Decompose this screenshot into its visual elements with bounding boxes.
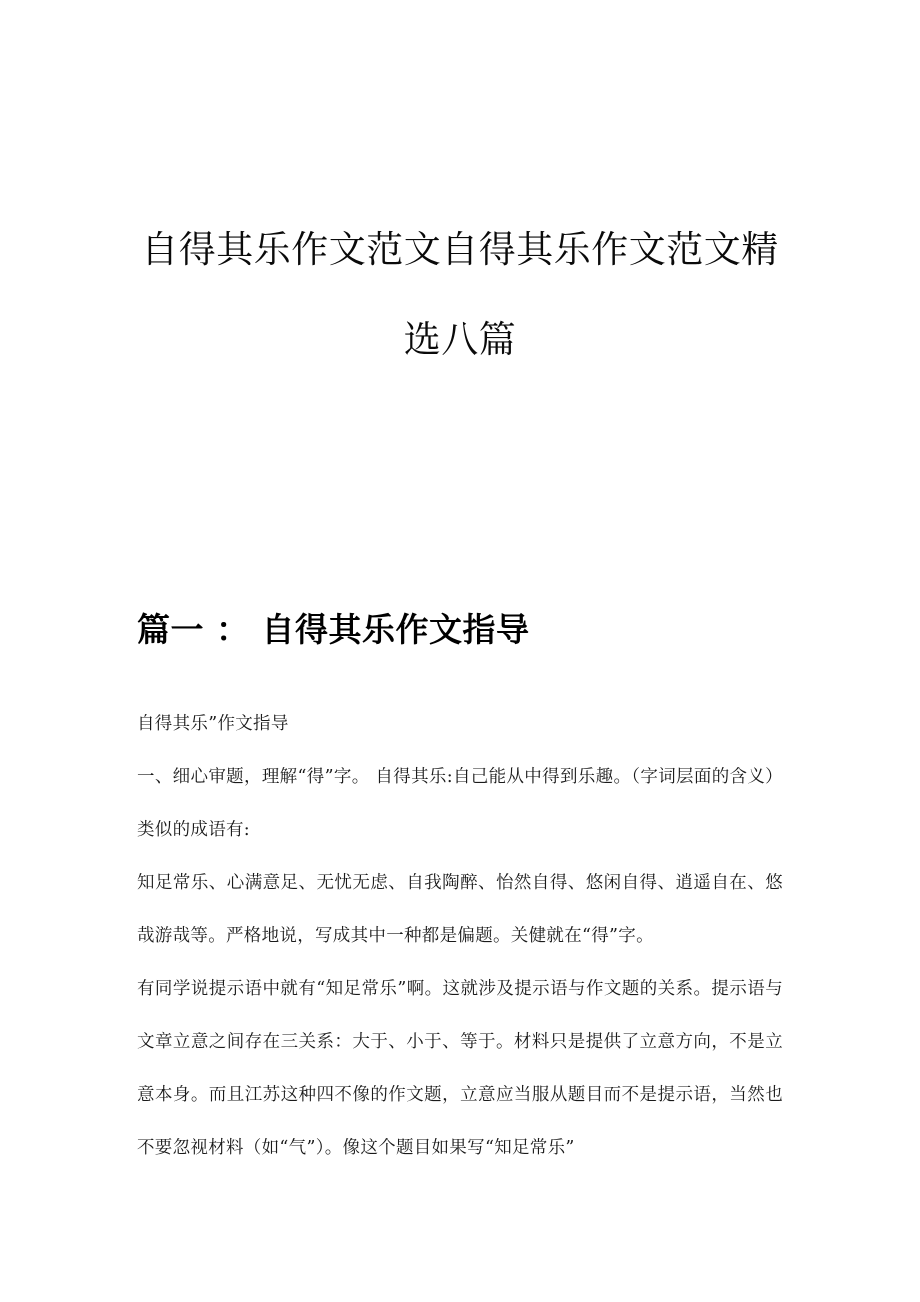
paragraph: 自得其乐”作文指导 [137, 714, 289, 734]
document-title: 自得其乐作文范文自得其乐作文范文精选八篇 [141, 228, 779, 361]
paragraph: 有同学说提示语中就有“知足常乐”啊。这就涉及提示语与作文题的关系。提示语与文章立意之间存在三关系：大于、小于、等于。材料只是提供了立意方向，不是立意本身。而且江苏这种四不像的作文题，立意应当服从题目而不是提示语，当然也不要忽视材料（如“气”）。像这个题目如果写“知足常乐” [137, 979, 783, 1158]
paragraph: 知足常乐、心满意足、无忧无虑、自我陶醉、怡然自得、悠闲自得、逍遥自在、悠哉游哉等。严格地说，写成其中一种都是偏题。关健就在“得”字。 [137, 873, 783, 946]
heading-body-spacer [137, 653, 783, 698]
paragraph: 一、细心审题，理解“得”字。 自得其乐:自己能从中得到乐趣。（字词层面的含义） 类似的成语有: [137, 767, 783, 840]
section-body [137, 698, 783, 1175]
title-section-spacer [137, 385, 783, 607]
section-heading: 篇一 ： 自得其乐作文指导 [137, 610, 530, 649]
